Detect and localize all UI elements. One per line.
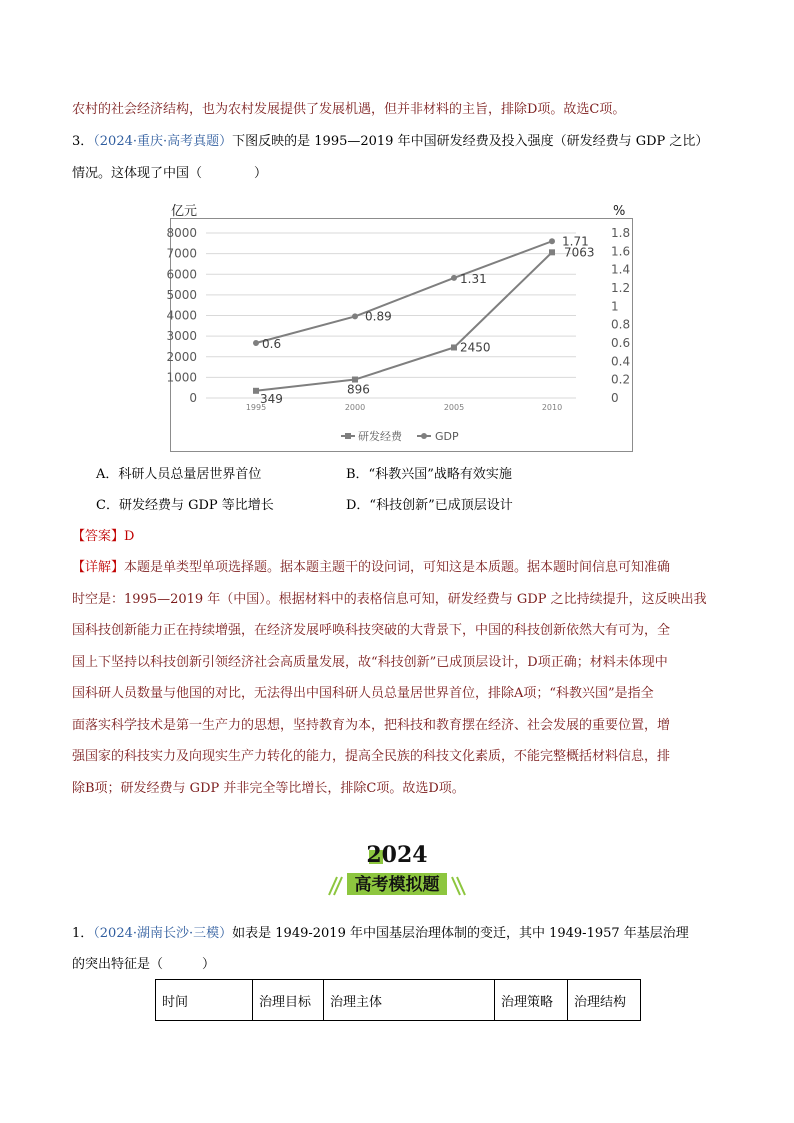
data-label: 0.89 (365, 309, 392, 324)
explanation-line: 除B项；研发经费与 GDP 并非完全等比增长，排除C项。故选D项。 (72, 780, 465, 796)
explanation-line: 国科技创新能力正在持续增强，在经济发展呼唤科技突破的大背景下，中国的科技创新依然大有可为，全 (72, 623, 671, 638)
option-b: B．“科教兴国”战略有效实施 (346, 467, 512, 482)
data-point-square (549, 249, 555, 255)
legend-marker-rd-funding (345, 433, 351, 439)
y-left-tick-label: 6000 (166, 267, 197, 282)
question-1-stem-line-1 (72, 926, 689, 942)
governance-table (155, 979, 641, 1021)
explanation-line: 国科研人员数量与他国的对比，无法得出中国科研人员总量居世界首位，排除A项；“科教兴国”是指全 (72, 686, 654, 701)
y-right-tick-label: 1.2 (611, 281, 631, 295)
chart-frame (166, 204, 633, 452)
y-left-tick-label: 4000 (166, 308, 197, 323)
y-right-tick-label: 1 (611, 299, 619, 314)
data-label: 896 (347, 382, 370, 397)
y-right-tick-label: 1.8 (611, 226, 631, 240)
data-label: 349 (260, 391, 283, 406)
answer-label: 【答案】 (72, 529, 125, 544)
y-right-tick-label: 0.8 (611, 317, 631, 332)
legend-label-rd-funding: 研发经费 (358, 430, 402, 443)
y-left-tick-label: 3000 (166, 329, 197, 344)
legend-marker-gdp (421, 433, 427, 439)
question-stem-text: 下图反映的是 1995—2019 年中国研发经费及投入强度（研发经费与 GDP 之比） (232, 134, 709, 149)
question-3-stem-line-1 (72, 134, 708, 150)
data-point-square (451, 344, 457, 350)
x-tick-label: 2010 (541, 403, 563, 412)
y-right-tick-label: 0.2 (611, 372, 631, 387)
series-line-gdp-ratio (256, 241, 552, 343)
legend-label-gdp: GDP (435, 430, 459, 443)
question-number: 1． (72, 926, 94, 941)
data-label: 0.6 (262, 337, 282, 351)
question-source: （2024·湖南长沙·三模） (93, 926, 233, 941)
option-c: C．研发经费与 GDP 等比增长 (96, 498, 274, 513)
table-header-cell: 治理主体 (324, 980, 495, 1021)
y-left-tick-label: 1000 (166, 370, 197, 385)
y-left-unit: 亿元 (171, 204, 198, 219)
y-right-tick-label: 0.6 (611, 336, 631, 350)
explanation-line: 国上下坚持以科技创新引领经济社会高质量发展，故“科技创新”已成顶层设计，D项正确；材料未体现中 (72, 654, 668, 670)
data-point-square (253, 388, 259, 394)
explanation-block (72, 552, 722, 804)
section-badge-graphic (329, 840, 465, 900)
x-tick-label: 2000 (344, 403, 366, 412)
detail-label: 【详解】 (72, 560, 125, 575)
badge-year: 2024 (366, 842, 428, 868)
option-d: D．“科技创新”已成顶层设计 (346, 498, 513, 513)
option-a: A．科研人员总量居世界首位 (96, 467, 262, 482)
question-1-stem-line-2: 的突出特征是（ ） (72, 957, 216, 972)
question-number: 3． (72, 134, 94, 149)
y-right-tick-label: 0.4 (611, 354, 631, 369)
table-header-cell: 治理策略 (495, 980, 568, 1021)
explanation-line: 面落实科学技术是第一生产力的思想，坚持教育为本，把科技和教育摆在经济、社会发展的重要位置，增 (72, 717, 671, 733)
y-left-tick-label: 0 (189, 391, 197, 405)
y-right-unit: % (613, 204, 626, 219)
question-stem-text: 如表是 1949-2019 年中国基层治理体制的变迁，其中 1949-1957 年基层治理 (232, 926, 689, 941)
table-header-cell: 治理目标 (253, 980, 324, 1021)
prev-question-conclusion: 农村的社会经济结构，也为农村发展提供了发展机遇，但并非材料的主旨，排除D项。故选C项。 (72, 102, 626, 117)
answer-value: D (124, 529, 135, 544)
x-tick-label: 2005 (443, 403, 465, 412)
data-label: 7063 (564, 245, 595, 260)
data-point-circle (352, 313, 358, 319)
answer-line (72, 529, 134, 545)
y-left-tick-label: 7000 (166, 246, 197, 261)
y-right-tick-label: 1.4 (611, 262, 631, 277)
table-header-cell: 时间 (156, 980, 253, 1021)
data-label: 1.71 (562, 234, 589, 249)
data-point-circle (549, 238, 555, 244)
table-header-cell: 治理结构 (568, 980, 641, 1021)
y-left-tick-label: 5000 (166, 287, 197, 302)
series-line-rd-funding (256, 252, 552, 390)
y-right-tick-label: 0 (611, 391, 619, 405)
section-badge (329, 840, 465, 900)
data-point-circle (253, 340, 259, 346)
badge-title: 高考模拟题 (354, 875, 440, 895)
explanation-line: 【详解】本题是单类型单项选择题。据本题主题干的设问词，可知这是本质题。据本题时间信息可知准确 (72, 560, 671, 575)
explanation-line: 强国家的科技实力及向现实生产力转化的能力，提高全民族的科技文化素质，不能完整概括材料信息，排 (72, 749, 671, 764)
data-label: 1.31 (460, 271, 487, 286)
explanation-line: 时空是：1995—2019 年（中国）。根据材料中的表格信息可知，研发经费与 GDP 之比持续提升，这反映出我 (72, 591, 707, 607)
y-left-tick-label: 8000 (166, 226, 197, 240)
data-point-circle (451, 275, 457, 281)
rd-funding-chart (166, 204, 632, 451)
y-right-tick-label: 1.6 (611, 244, 631, 259)
data-label: 2450 (460, 340, 491, 355)
x-tick-label: 1995 (245, 403, 267, 412)
question-3-stem-line-2: 情况。这体现了中国（ ） (72, 166, 268, 181)
table-header-row (156, 980, 641, 1021)
y-left-tick-label: 2000 (166, 349, 197, 364)
question-source: （2024·重庆·高考真题） (93, 134, 233, 149)
